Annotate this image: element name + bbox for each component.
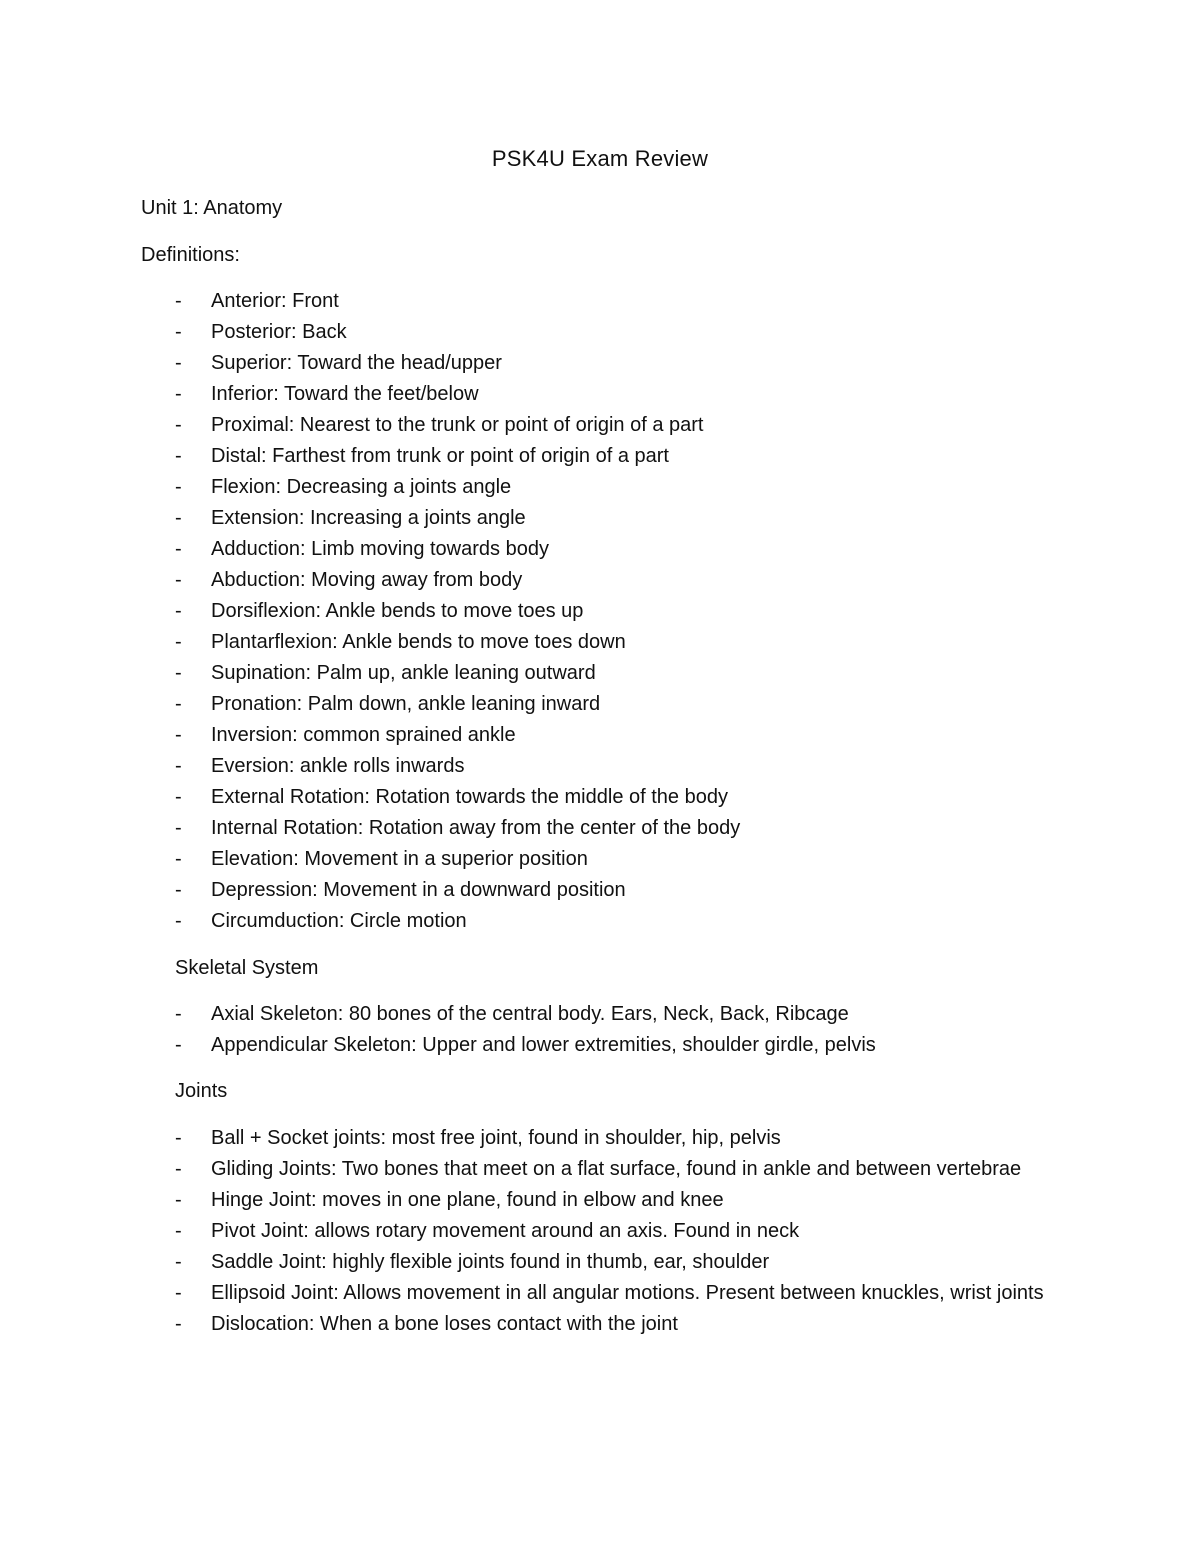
bullet-dash: - — [175, 1220, 182, 1242]
list-item-text: Axial Skeleton: 80 bones of the central body. Ears, Neck, Back, Ribcage — [211, 1003, 849, 1025]
list-item — [175, 286, 1075, 317]
definitions-heading: Definitions: — [141, 244, 240, 266]
list-item-text: Pivot Joint: allows rotary movement around an axis. Found in neck — [211, 1220, 800, 1242]
list-item-text: Inversion: common sprained ankle — [211, 724, 516, 746]
list-item — [175, 999, 1075, 1030]
list-item — [175, 317, 1075, 348]
bullet-dash: - — [175, 321, 182, 343]
list-item — [175, 410, 1075, 441]
unit-heading: Unit 1: Anatomy — [141, 197, 283, 219]
list-item — [175, 1247, 1075, 1278]
document-title: PSK4U Exam Review — [491, 146, 709, 171]
list-item-text: Depression: Movement in a downward position — [211, 879, 626, 901]
list-item — [175, 720, 1075, 751]
list-item — [175, 844, 1075, 875]
list-item — [175, 1216, 1075, 1247]
skeletal-system-list — [175, 999, 1075, 1061]
bullet-dash: - — [175, 445, 182, 467]
list-item-text: Gliding Joints: Two bones that meet on a flat surface, found in ankle and between vertebrae — [211, 1158, 1022, 1180]
bullet-dash: - — [175, 1127, 182, 1149]
list-item-text: Elevation: Movement in a superior position — [211, 848, 588, 870]
bullet-dash: - — [175, 507, 182, 529]
bullet-dash: - — [175, 1251, 182, 1273]
bullet-dash: - — [175, 910, 182, 932]
list-item-text: Anterior: Front — [211, 290, 339, 312]
list-item — [175, 1309, 1075, 1340]
list-item-text: Ellipsoid Joint: Allows movement in all angular motions. Present between knuckles, wrist joints — [211, 1282, 1044, 1304]
list-item — [175, 503, 1075, 534]
list-item-text: Appendicular Skeleton: Upper and lower extremities, shoulder girdle, pelvis — [211, 1034, 876, 1056]
bullet-dash: - — [175, 1313, 182, 1335]
list-item-text: Pronation: Palm down, ankle leaning inward — [211, 693, 601, 715]
list-item — [175, 689, 1075, 720]
list-item-text: Dorsiflexion: Ankle bends to move toes up — [211, 600, 584, 622]
list-item-text: Supination: Palm up, ankle leaning outward — [211, 662, 596, 684]
bullet-dash: - — [175, 1189, 182, 1211]
bullet-dash: - — [175, 1003, 182, 1025]
bullet-dash: - — [175, 1282, 182, 1304]
list-item-text: Circumduction: Circle motion — [211, 910, 467, 932]
list-item — [175, 1030, 1075, 1061]
list-item — [175, 1278, 1075, 1309]
list-item — [175, 441, 1075, 472]
bullet-dash: - — [175, 786, 182, 808]
bullet-dash: - — [175, 383, 182, 405]
list-item — [175, 813, 1075, 844]
list-item — [175, 596, 1075, 627]
bullet-dash: - — [175, 290, 182, 312]
bullet-dash: - — [175, 755, 182, 777]
list-item-text: Extension: Increasing a joints angle — [211, 507, 526, 529]
bullet-dash: - — [175, 1158, 182, 1180]
list-item-text: Adduction: Limb moving towards body — [211, 538, 549, 560]
bullet-dash: - — [175, 600, 182, 622]
definitions-list — [175, 286, 1075, 937]
list-item — [175, 875, 1075, 906]
list-item — [175, 1154, 1075, 1185]
bullet-dash: - — [175, 817, 182, 839]
list-item — [175, 534, 1075, 565]
bullet-dash: - — [175, 848, 182, 870]
list-item-text: Inferior: Toward the feet/below — [211, 383, 479, 405]
bullet-dash: - — [175, 662, 182, 684]
list-item — [175, 658, 1075, 689]
list-item-text: Saddle Joint: highly flexible joints found in thumb, ear, shoulder — [211, 1251, 770, 1273]
bullet-dash: - — [175, 538, 182, 560]
list-item-text: Flexion: Decreasing a joints angle — [211, 476, 512, 498]
list-item — [175, 379, 1075, 410]
bullet-dash: - — [175, 1034, 182, 1056]
bullet-dash: - — [175, 879, 182, 901]
list-item-text: External Rotation: Rotation towards the middle of the body — [211, 786, 728, 808]
bullet-dash: - — [175, 724, 182, 746]
list-item — [175, 627, 1075, 658]
list-item — [175, 906, 1075, 937]
list-item-text: Abduction: Moving away from body — [211, 569, 523, 591]
list-item-text: Hinge Joint: moves in one plane, found in elbow and knee — [211, 1189, 724, 1211]
list-item-text: Ball + Socket joints: most free joint, found in shoulder, hip, pelvis — [211, 1127, 781, 1149]
list-item-text: Internal Rotation: Rotation away from the center of the body — [211, 817, 741, 839]
list-item-text: Posterior: Back — [211, 321, 347, 343]
bullet-dash: - — [175, 693, 182, 715]
list-item-text: Superior: Toward the head/upper — [211, 352, 502, 374]
bullet-dash: - — [175, 476, 182, 498]
list-item — [175, 348, 1075, 379]
list-item-text: Proximal: Nearest to the trunk or point of origin of a part — [211, 414, 704, 436]
skeletal-system-heading: Skeletal System — [175, 957, 319, 979]
list-item — [175, 472, 1075, 503]
list-item — [175, 1123, 1075, 1154]
list-item-text: Eversion: ankle rolls inwards — [211, 755, 465, 777]
joints-heading: Joints — [175, 1080, 228, 1102]
list-item-text: Plantarflexion: Ankle bends to move toes down — [211, 631, 626, 653]
bullet-dash: - — [175, 631, 182, 653]
list-item — [175, 751, 1075, 782]
bullet-dash: - — [175, 352, 182, 374]
list-item-text: Dislocation: When a bone loses contact with the joint — [211, 1313, 678, 1335]
list-item — [175, 782, 1075, 813]
bullet-dash: - — [175, 414, 182, 436]
joints-list — [175, 1123, 1075, 1340]
list-item — [175, 565, 1075, 596]
list-item-text: Distal: Farthest from trunk or point of origin of a part — [211, 445, 669, 467]
bullet-dash: - — [175, 569, 182, 591]
list-item — [175, 1185, 1075, 1216]
